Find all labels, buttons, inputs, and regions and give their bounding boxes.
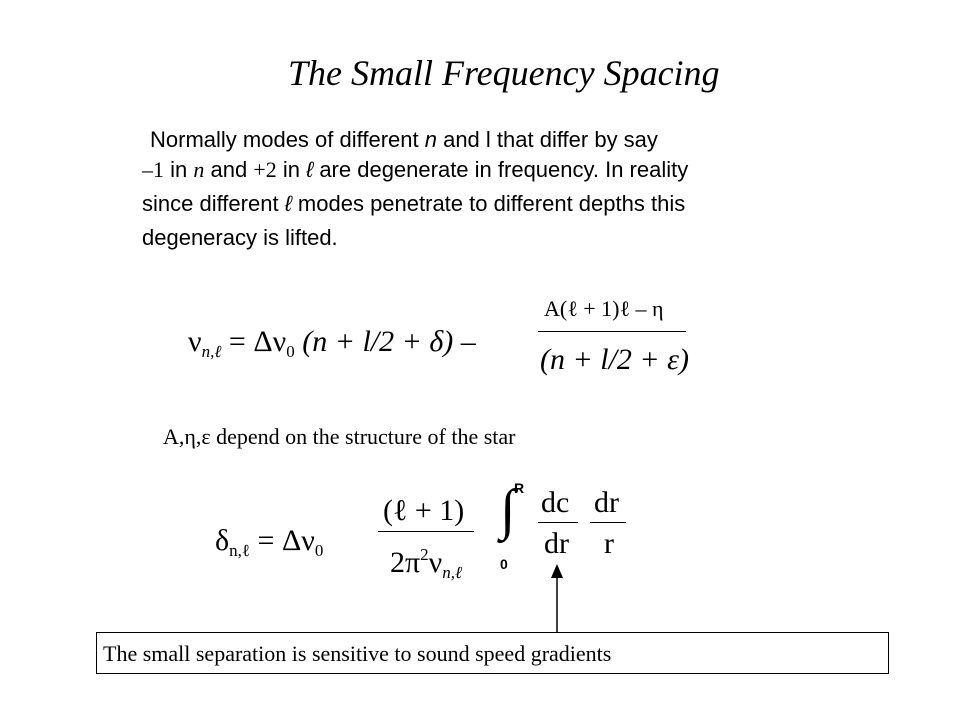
equation-1-fraction-denominator: (n + l/2 + ε) bbox=[540, 343, 689, 376]
equals-delta-nu: = Δν bbox=[250, 524, 315, 557]
text: in bbox=[164, 157, 194, 182]
paragraph-line-4: degeneracy is lifted. bbox=[142, 225, 338, 250]
r-term: r bbox=[604, 527, 614, 560]
delta-subscript: n,ℓ bbox=[229, 541, 251, 560]
integral-upper-limit: R bbox=[514, 480, 525, 496]
delta-symbol: δ bbox=[215, 524, 230, 557]
dr-term: dr bbox=[594, 486, 619, 519]
integral-lower-limit: 0 bbox=[500, 556, 508, 572]
text: modes penetrate to different depths this bbox=[291, 191, 686, 216]
two-pi: 2π bbox=[390, 546, 421, 579]
equation-2-numerator: (ℓ + 1) bbox=[383, 494, 465, 527]
var-n: n bbox=[424, 127, 437, 152]
callout-text: The small separation is sensitive to sound speed gradients bbox=[103, 641, 612, 666]
equals-delta-nu: = Δν bbox=[221, 325, 287, 358]
callout-box bbox=[96, 632, 889, 674]
plus-two: +2 bbox=[253, 157, 277, 182]
text: since different bbox=[142, 191, 285, 216]
text: are degenerate in frequency. In reality bbox=[313, 157, 689, 182]
text: and bbox=[204, 157, 254, 182]
dr-term: dr bbox=[544, 527, 569, 560]
nu-subscript: n,ℓ bbox=[201, 342, 222, 361]
zero-subscript: 0 bbox=[314, 541, 324, 560]
text: in bbox=[276, 157, 307, 182]
text: and l that differ by say bbox=[436, 127, 658, 152]
text: Normally modes of different bbox=[150, 127, 425, 152]
nu-symbol: ν bbox=[428, 546, 443, 579]
slide-title: The Small Frequency Spacing bbox=[288, 53, 720, 93]
nu-subscript: n,ℓ bbox=[442, 563, 463, 582]
integral-icon: ∫ bbox=[500, 479, 516, 541]
nu-symbol: ν bbox=[188, 325, 202, 358]
equation-1-paren: (n + l/2 + δ) – bbox=[294, 325, 476, 358]
var-ell: ℓ bbox=[306, 157, 314, 182]
dependency-note: A,η,ε depend on the structure of the star bbox=[163, 424, 516, 449]
zero-subscript: 0 bbox=[286, 342, 295, 361]
var-ell: ℓ bbox=[284, 191, 292, 216]
dc-term: dc bbox=[541, 486, 570, 519]
squared-superscript: 2 bbox=[420, 545, 429, 564]
equation-1-fraction-numerator: A(ℓ + 1)ℓ – η bbox=[544, 296, 664, 321]
minus-one: –1 bbox=[142, 157, 164, 182]
var-n: n bbox=[193, 157, 205, 182]
